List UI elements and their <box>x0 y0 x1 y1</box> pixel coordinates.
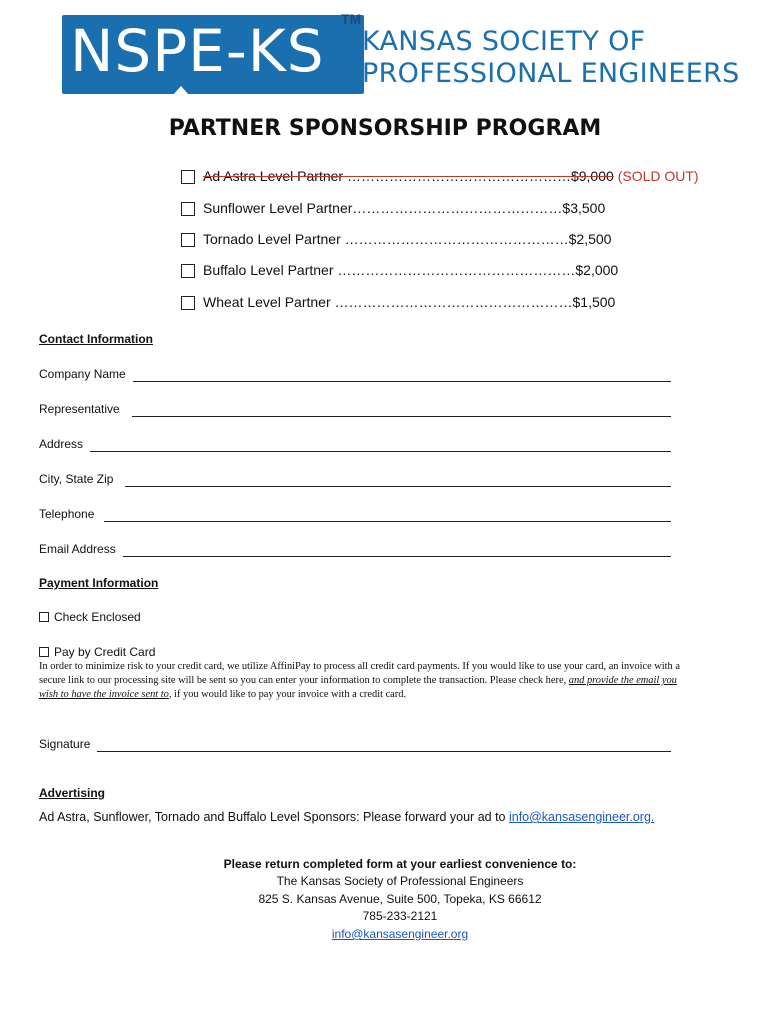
advertising-instructions: Ad Astra, Sunflower, Tornado and Buffalo Level Sponsors: Please forward your ad to <box>39 810 509 824</box>
credit-card-option[interactable] <box>39 645 155 659</box>
society-name-line1: KANSAS SOCIETY OF <box>362 26 646 57</box>
credit-card-note <box>39 660 689 702</box>
wheat-checkbox[interactable] <box>181 296 195 310</box>
logo-notch <box>173 86 189 95</box>
email-address-field[interactable] <box>39 542 671 560</box>
credit-card-checkbox[interactable] <box>39 647 49 657</box>
tornado-label: Tornado Level Partner …………………………………………$2,500 <box>203 231 612 247</box>
sunflower-label: Sunflower Level Partner………………………………………$3,500 <box>203 200 606 216</box>
level-sunflower <box>181 200 605 220</box>
representative-line[interactable] <box>132 416 671 417</box>
wheat-label: Wheat Level Partner ……………………………………………$1,500 <box>203 294 616 310</box>
credit-card-note-part1: In order to minimize risk to your credit card, we utilize AffiniPay to process all credit card payments. If you would like to use your card, an invoice with a secure link to our processing site will be sent so you can enter your information to complete the transaction. Please check here, <box>39 661 680 686</box>
advertising-text <box>39 810 654 824</box>
org-email-link[interactable]: info@kansasengineer.org <box>331 927 469 941</box>
return-heading: Please return completed form at your earliest convenience to: <box>223 857 577 871</box>
trademark-mark: TM <box>341 11 362 27</box>
city-state-zip-field[interactable] <box>39 472 671 490</box>
ad-astra-label: Ad Astra Level Partner …………………………………………$9,000 <box>203 168 614 184</box>
contact-heading: Contact Information <box>39 332 153 346</box>
company-name-label: Company Name <box>39 367 126 381</box>
company-name-line[interactable] <box>133 381 671 382</box>
email-address-label: Email Address <box>39 542 116 556</box>
org-email-row <box>0 926 770 943</box>
company-name-field[interactable] <box>39 367 671 385</box>
representative-label: Representative <box>39 402 120 416</box>
signature-line[interactable] <box>97 751 671 752</box>
buffalo-checkbox[interactable] <box>181 264 195 278</box>
page-title: PARTNER SPONSORSHIP PROGRAM <box>168 116 602 141</box>
check-enclosed-checkbox[interactable] <box>39 612 49 622</box>
credit-card-note-part2: , if you would like to pay your invoice with a credit card. <box>168 689 407 700</box>
sold-out-note: (SOLD OUT) <box>617 168 699 184</box>
sunflower-checkbox[interactable] <box>181 202 195 216</box>
advertising-email-link[interactable]: info@kansasengineer.org. <box>508 810 655 824</box>
telephone-line[interactable] <box>104 521 671 522</box>
level-wheat <box>181 294 615 314</box>
ad-astra-checkbox[interactable] <box>181 170 195 184</box>
credit-card-label: Pay by Credit Card <box>54 645 156 659</box>
level-buffalo <box>181 262 618 282</box>
telephone-field[interactable] <box>39 507 671 525</box>
telephone-label: Telephone <box>39 507 95 521</box>
level-tornado <box>181 231 611 251</box>
credit-card-note-emphasis: and provide the email you wish to have the invoice sent to <box>39 675 677 700</box>
tornado-checkbox[interactable] <box>181 233 195 247</box>
city-state-zip-label: City, State Zip <box>39 472 114 486</box>
payment-heading: Payment Information <box>39 576 159 590</box>
city-state-zip-line[interactable] <box>125 486 671 487</box>
level-ad-astra <box>181 168 699 188</box>
buffalo-label: Buffalo Level Partner ……………………………………………$2,000 <box>203 262 619 278</box>
address-line[interactable] <box>90 451 671 452</box>
address-field[interactable] <box>39 437 671 455</box>
advertising-heading: Advertising <box>39 786 106 800</box>
address-label: Address <box>39 437 84 451</box>
check-enclosed-option[interactable] <box>39 610 141 624</box>
email-address-line[interactable] <box>123 556 671 557</box>
check-enclosed-label: Check Enclosed <box>54 610 141 624</box>
logo-text: NSPE-KS <box>70 17 325 85</box>
representative-field[interactable] <box>39 402 671 420</box>
org-phone: 785-233-2121 <box>362 909 438 923</box>
signature-field[interactable] <box>39 737 671 755</box>
society-name-line2: PROFESSIONAL ENGINEERS <box>362 58 740 89</box>
signature-label: Signature <box>39 737 91 751</box>
org-address: 825 S. Kansas Avenue, Suite 500, Topeka, KS 66612 <box>258 892 542 906</box>
org-name: The Kansas Society of Professional Engineers <box>276 874 524 888</box>
